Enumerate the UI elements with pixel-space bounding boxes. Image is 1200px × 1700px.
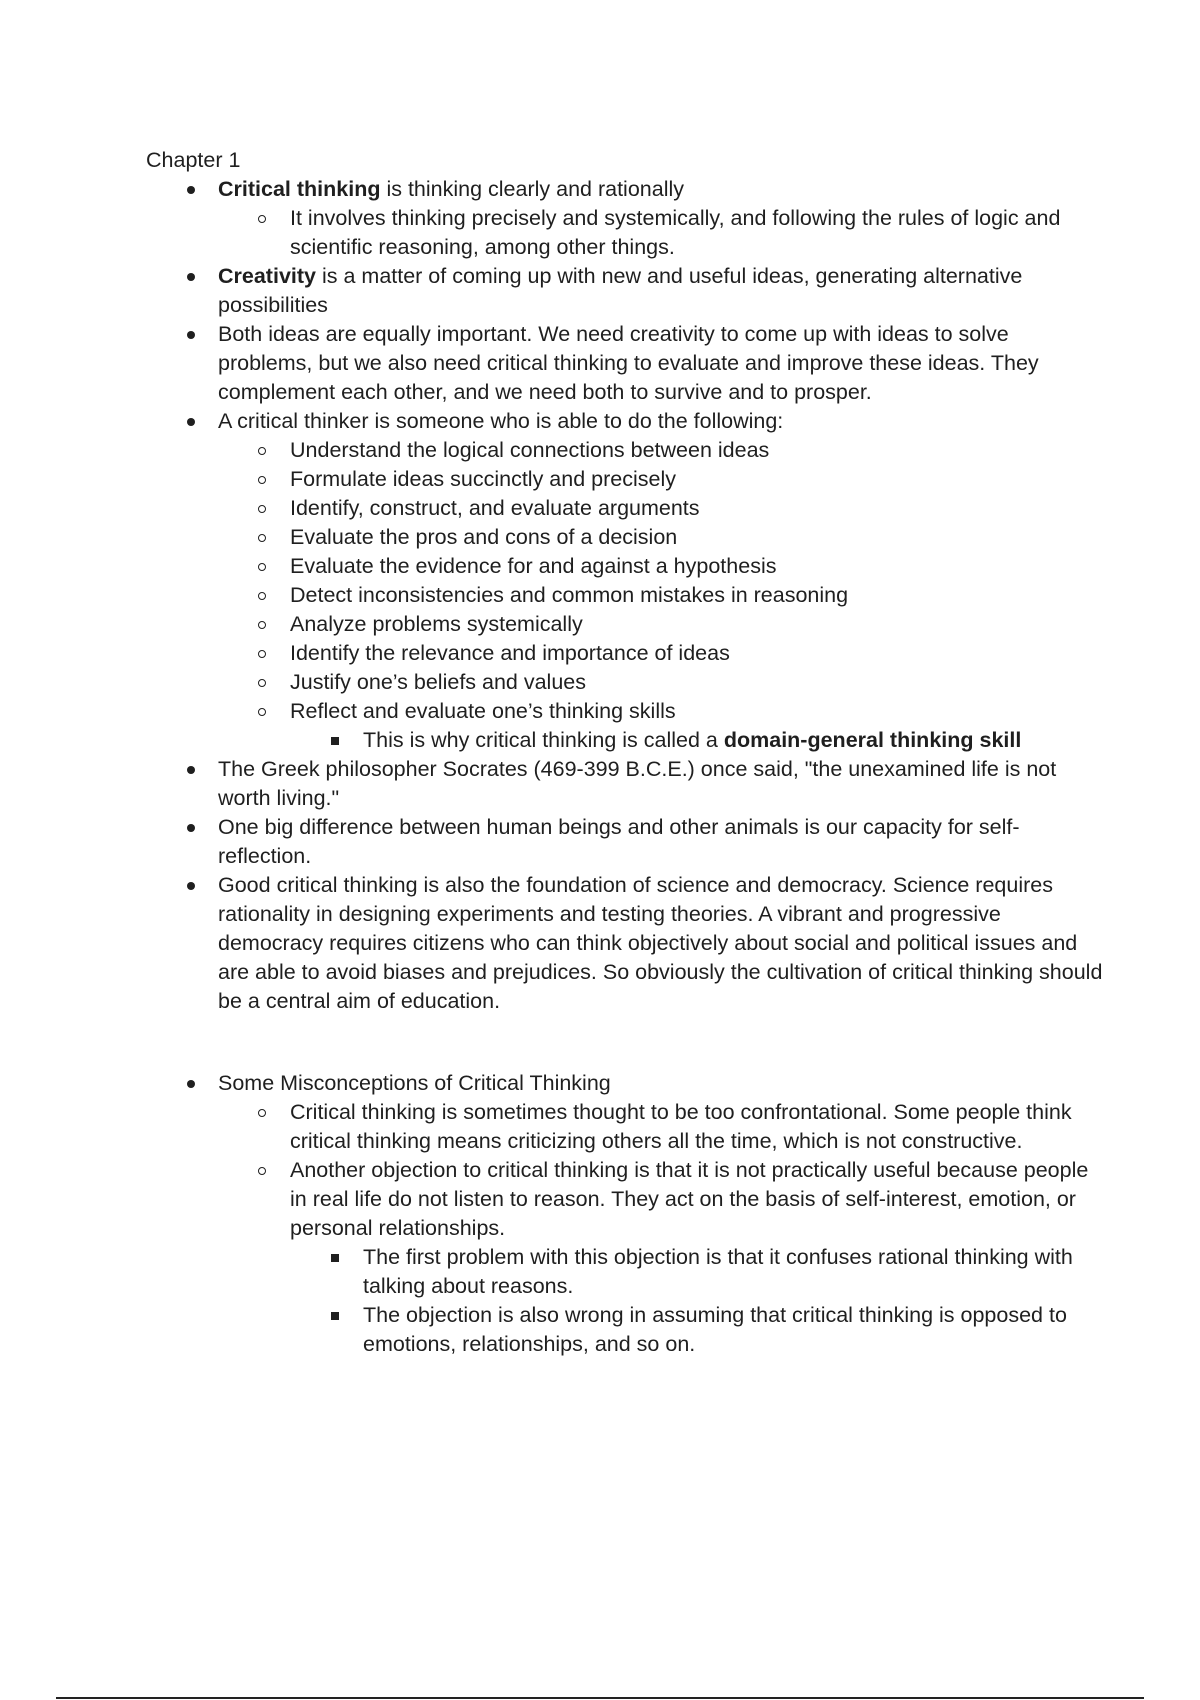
- sub-list-item: Justify one’s beliefs and values: [218, 668, 1106, 697]
- sub-bullet-list: [218, 204, 1106, 262]
- chapter-title: Chapter 1: [146, 148, 241, 172]
- document-body: [146, 146, 1106, 1359]
- term-creativity: Creativity: [218, 264, 316, 288]
- sub-list-item: Reflect and evaluate one’s thinking skills This is why critical thinking is called a domain-general thinking skill: [218, 697, 1106, 755]
- sub-list-item: Understand the logical connections between ideas: [218, 436, 1106, 465]
- sub-list-item: Identify the relevance and importance of ideas: [218, 639, 1106, 668]
- list-item: Some Misconceptions of Critical Thinking Critical thinking is sometimes thought to be too confrontational. Some people think critical thinking means criticizing others all the time, which is not constructive. Another objection to critical thinking is that it is not practically useful because people in real life do not listen to reason. They act on the basis of self-interest, emotion, or personal relationships. The first problem with this objection is that it confuses rational thinking with talking about reasons. The objection is also wrong in assuming that critical thinking is opposed to emotions, relationships, and so on.: [146, 1069, 1106, 1359]
- list-item: A critical thinker is someone who is able to do the following: Understand the logical connections between ideas Formulate ideas succinctly and precisely Identify, construct, and evaluate arguments Evaluate the pros and cons of a decision Evaluate the evidence for and against a hypothesis Detect inconsistencies and common mistakes in reasoning Analyze problems systemically Identify the relevance and importance of ideas Justify one’s beliefs and values Reflect and evaluate one’s thinking skills This is why critical thinking is called a domain-general thinking skill: [146, 407, 1106, 755]
- term-critical-thinking: Critical thinking: [218, 177, 381, 201]
- list-item: The Greek philosopher Socrates (469-399 B.C.E.) once said, "the unexamined life is not worth living.": [146, 755, 1106, 813]
- sub-bullet-list: [218, 436, 1106, 755]
- list-item: Good critical thinking is also the foundation of science and democracy. Science requires rationality in designing experiments and testing theories. A vibrant and progressive democracy requires citizens who can think objectively about social and political issues and are able to avoid biases and prejudices. So obviously the cultivation of critical thinking should be a central aim of education.: [146, 871, 1106, 1016]
- main-bullet-list: [146, 175, 1106, 1016]
- page-bottom-rule: [56, 1697, 1144, 1699]
- sub-list-item: Evaluate the pros and cons of a decision: [218, 523, 1106, 552]
- sub-list-item: Formulate ideas succinctly and precisely: [218, 465, 1106, 494]
- sub-list-item: Evaluate the evidence for and against a hypothesis: [218, 552, 1106, 581]
- misconceptions-list: [146, 1069, 1106, 1359]
- sub-list-item: Analyze problems systemically: [218, 610, 1106, 639]
- sub-list-item: Detect inconsistencies and common mistakes in reasoning: [218, 581, 1106, 610]
- sub-sub-list-item: This is why critical thinking is called a domain-general thinking skill: [290, 726, 1106, 755]
- sub-sub-bullet-list: [290, 1243, 1106, 1359]
- sub-list-item: Identify, construct, and evaluate arguments: [218, 494, 1106, 523]
- list-item: Creativity is a matter of coming up with new and useful ideas, generating alternative possibilities: [146, 262, 1106, 320]
- sub-list-item: Critical thinking is sometimes thought to be too confrontational. Some people think critical thinking means criticizing others all the time, which is not constructive.: [218, 1098, 1106, 1156]
- sub-sub-list-item: The objection is also wrong in assuming that critical thinking is opposed to emotions, relationships, and so on.: [290, 1301, 1106, 1359]
- sub-sub-list-item: The first problem with this objection is that it confuses rational thinking with talking about reasons.: [290, 1243, 1106, 1301]
- sub-list-item: Another objection to critical thinking is that it is not practically useful because people in real life do not listen to reason. They act on the basis of self-interest, emotion, or personal relationships. The first problem with this objection is that it confuses rational thinking with talking about reasons. The objection is also wrong in assuming that critical thinking is opposed to emotions, relationships, and so on.: [218, 1156, 1106, 1359]
- sub-list-item: It involves thinking precisely and systemically, and following the rules of logic and scientific reasoning, among other things.: [218, 204, 1106, 262]
- sub-bullet-list: [218, 1098, 1106, 1359]
- list-item: Both ideas are equally important. We need creativity to come up with ideas to solve problems, but we also need critical thinking to evaluate and improve these ideas. They complement each other, and we need both to survive and to prosper.: [146, 320, 1106, 407]
- list-item: Critical thinking is thinking clearly and rationally It involves thinking precisely and systemically, and following the rules of logic and scientific reasoning, among other things.: [146, 175, 1106, 262]
- sub-sub-bullet-list: [290, 726, 1106, 755]
- list-item: One big difference between human beings and other animals is our capacity for self-reflection.: [146, 813, 1106, 871]
- term-domain-general: domain-general thinking skill: [723, 728, 1022, 752]
